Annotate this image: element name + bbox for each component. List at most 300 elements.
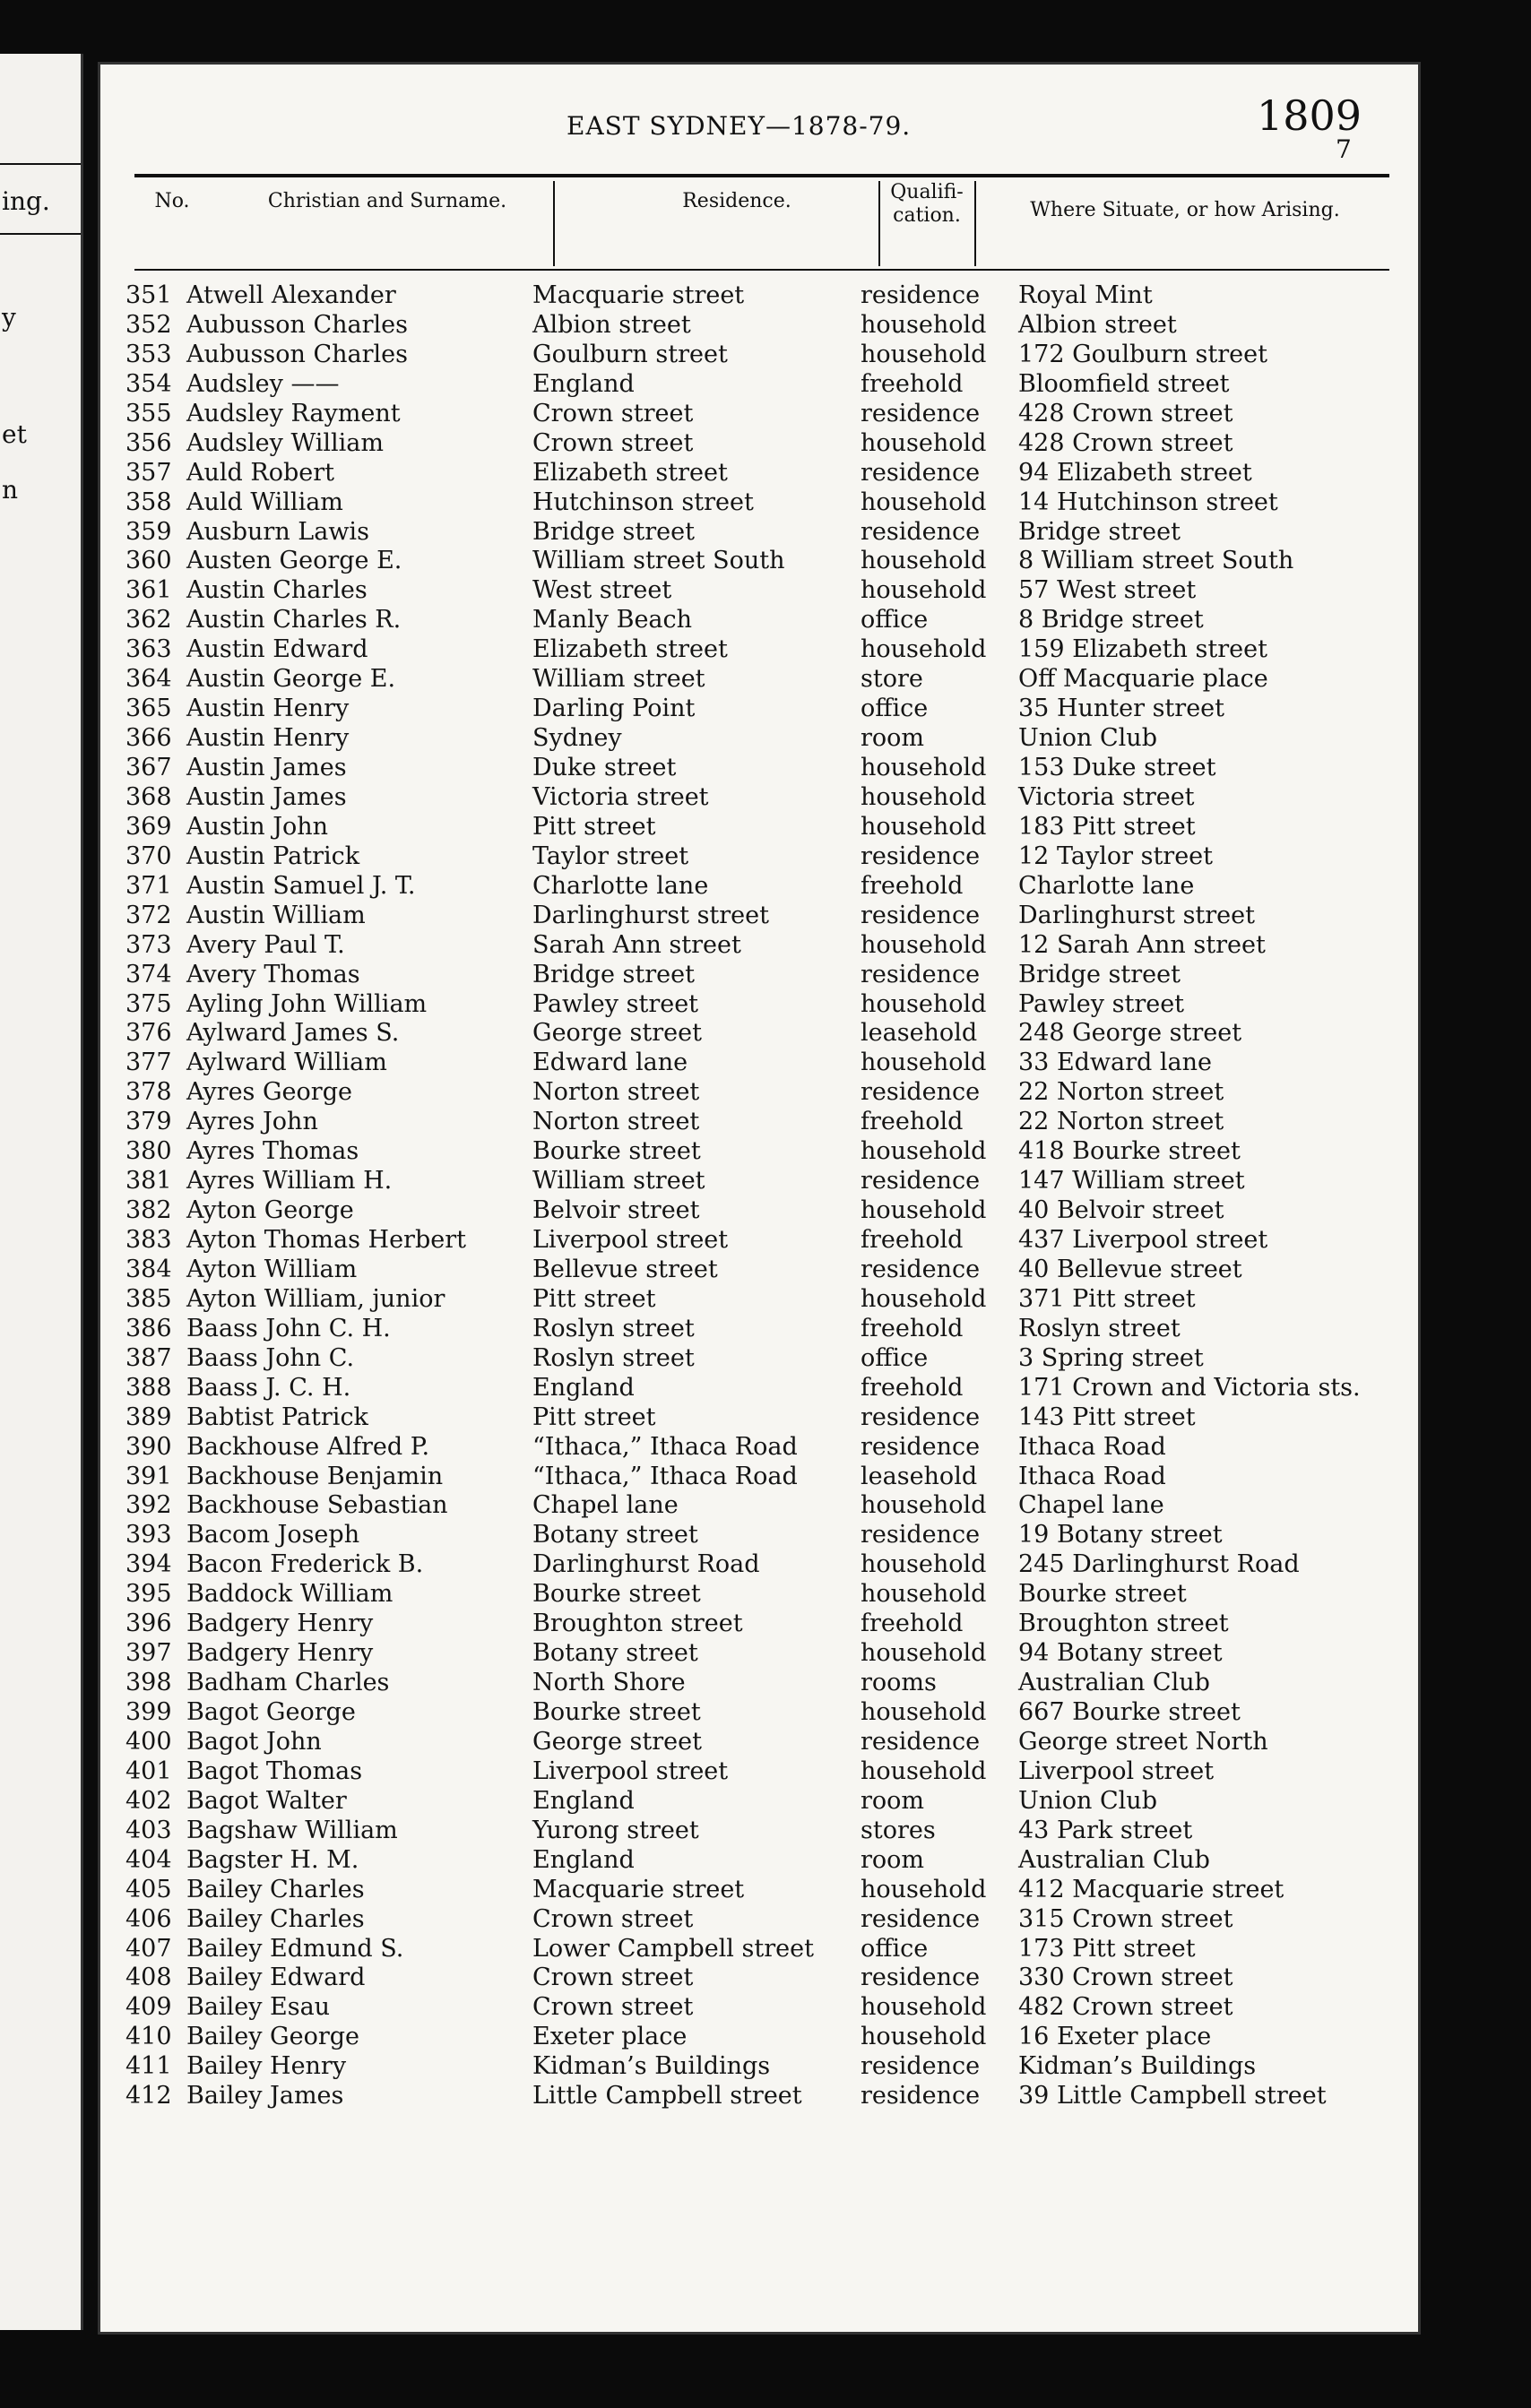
entry-qualification: freehold [861, 1108, 964, 1136]
entry-where-situate: 40 Belvoir street [1018, 1196, 1224, 1225]
entry-name: Austin Henry [186, 724, 350, 753]
entry-number: 412 [125, 2082, 172, 2110]
entry-number: 407 [125, 1934, 172, 1963]
register-row [100, 429, 1418, 459]
entry-number: 353 [125, 340, 172, 368]
entry-residence: Darlinghurst street [532, 901, 769, 929]
entry-name: Ayton William, junior [186, 1284, 445, 1313]
entry-qualification: office [861, 1343, 929, 1372]
entry-name: Avery Paul T. [186, 930, 345, 959]
entry-where-situate: 183 Pitt street [1018, 812, 1196, 841]
previous-page-fragment: ing. [2, 186, 50, 216]
entry-qualification: household [861, 2023, 987, 2051]
entry-name: Baddock William [186, 1580, 394, 1609]
entry-where-situate: 22 Norton street [1018, 1078, 1224, 1107]
register-row [100, 1521, 1418, 1550]
entry-number: 361 [125, 576, 172, 605]
entry-name: Bagshaw William [186, 1816, 398, 1844]
entry-qualification: rooms [861, 1669, 937, 1697]
register-row [100, 311, 1418, 341]
entry-name: Austin James [186, 782, 347, 811]
running-head: EAST SYDNEY—1878-79. [567, 111, 912, 141]
register-row [100, 1669, 1418, 1698]
entry-name: Backhouse Sebastian [186, 1491, 448, 1520]
entry-residence: Charlotte lane [532, 871, 709, 900]
entry-number: 397 [125, 1639, 172, 1668]
entry-where-situate: Bourke street [1018, 1580, 1187, 1609]
entry-residence: Crown street [532, 399, 694, 427]
entry-residence: England [532, 369, 635, 398]
entry-residence: Pawley street [532, 989, 699, 1018]
entry-name: Aylward James S. [186, 1019, 400, 1048]
entry-where-situate: 428 Crown street [1018, 399, 1233, 427]
entry-residence: Crown street [532, 1993, 694, 2022]
entry-name: Bagot John [186, 1727, 322, 1756]
entry-qualification: freehold [861, 1314, 964, 1342]
entry-qualification: office [861, 606, 929, 634]
entry-name: Backhouse Benjamin [186, 1462, 444, 1490]
entry-qualification: household [861, 547, 987, 575]
register-row [100, 547, 1418, 576]
entry-number: 391 [125, 1462, 172, 1490]
entry-where-situate: 153 Duke street [1018, 754, 1216, 781]
entry-name: Austin James [186, 754, 347, 781]
entry-residence: Darlinghurst Road [532, 1550, 760, 1579]
entry-qualification: residence [861, 1167, 981, 1195]
register-row [100, 872, 1418, 902]
entry-number: 405 [125, 1875, 172, 1903]
entry-name: Bacom Joseph [186, 1521, 360, 1549]
entry-qualification: household [861, 635, 987, 664]
entry-name: Bailey George [186, 2023, 359, 2051]
entry-qualification: residence [861, 1521, 981, 1549]
column-header-where: Where Situate, or how Arising. [1030, 199, 1340, 221]
previous-page-edge [0, 54, 83, 2330]
register-row [100, 1964, 1418, 1993]
entry-where-situate: 428 Crown street [1018, 428, 1233, 457]
entry-residence: Bourke street [532, 1698, 701, 1726]
entry-qualification: residence [861, 1255, 981, 1283]
entry-name: Baass John C. H. [186, 1314, 391, 1342]
entry-where-situate: 143 Pitt street [1018, 1403, 1196, 1431]
entry-where-situate: Bridge street [1018, 517, 1181, 546]
entry-name: Aylward William [186, 1049, 387, 1077]
entry-number: 379 [125, 1108, 172, 1136]
column-header-residence: Residence. [682, 190, 791, 212]
entry-residence: Bridge street [532, 517, 695, 546]
entry-where-situate: Liverpool street [1018, 1756, 1215, 1785]
entry-where-situate: 12 Sarah Ann street [1018, 930, 1266, 959]
entry-number: 406 [125, 1904, 172, 1933]
register-row [100, 842, 1418, 872]
entry-qualification: residence [861, 960, 981, 988]
register-row [100, 1137, 1418, 1167]
entry-residence: Botany street [532, 1639, 698, 1668]
entry-number: 351 [125, 281, 172, 309]
entry-number: 365 [125, 695, 172, 723]
register-row [100, 2082, 1418, 2111]
entry-residence: Crown street [532, 428, 694, 457]
entry-where-situate: Bridge street [1018, 960, 1181, 988]
entry-qualification: residence [861, 842, 981, 870]
entry-qualification: residence [861, 517, 981, 546]
entry-number: 390 [125, 1432, 172, 1461]
entry-where-situate: Victoria street [1018, 782, 1195, 811]
entry-number: 372 [125, 901, 172, 929]
entry-name: Austen George E. [186, 547, 402, 575]
entry-name: Austin George E. [186, 665, 396, 694]
entry-name: Badgery Henry [186, 1610, 374, 1638]
entry-qualification: freehold [861, 1373, 964, 1402]
register-row [100, 961, 1418, 990]
entry-where-situate: Off Macquarie place [1018, 665, 1268, 694]
entry-residence: Elizabeth street [532, 635, 728, 664]
entry-name: Austin Samuel J. T. [186, 871, 416, 900]
entry-number: 368 [125, 782, 172, 811]
register-row [100, 990, 1418, 1020]
entry-name: Aubusson Charles [186, 310, 409, 339]
entry-residence: Duke street [532, 754, 677, 781]
entry-qualification: residence [861, 281, 981, 309]
entry-number: 395 [125, 1580, 172, 1609]
entry-where-situate: 482 Crown street [1018, 1993, 1233, 2022]
entry-residence: England [532, 1786, 635, 1815]
register-row [100, 1196, 1418, 1226]
entry-name: Bailey Charles [186, 1875, 365, 1903]
entry-residence: Chapel lane [532, 1491, 679, 1520]
entry-residence: England [532, 1845, 635, 1874]
register-row [100, 1433, 1418, 1463]
entry-where-situate: 94 Elizabeth street [1018, 458, 1252, 487]
entry-qualification: household [861, 1196, 987, 1225]
entry-name: Ayton George [186, 1196, 354, 1225]
entry-number: 355 [125, 399, 172, 427]
register-row [100, 754, 1418, 783]
entry-where-situate: 35 Hunter street [1018, 695, 1225, 723]
entry-qualification: residence [861, 2082, 981, 2110]
register-row [100, 1846, 1418, 1876]
entry-qualification: room [861, 724, 925, 753]
entry-qualification: household [861, 1049, 987, 1077]
entry-where-situate: 94 Botany street [1018, 1639, 1223, 1668]
entry-residence: Macquarie street [532, 281, 745, 309]
entry-where-situate: Union Club [1018, 724, 1157, 753]
entry-residence: Edward lane [532, 1049, 688, 1077]
entry-where-situate: Roslyn street [1018, 1314, 1181, 1342]
entry-qualification: household [861, 1550, 987, 1579]
entry-where-situate: Chapel lane [1018, 1491, 1164, 1520]
entry-where-situate: 418 Bourke street [1018, 1137, 1241, 1166]
entry-where-situate: 16 Exeter place [1018, 2023, 1212, 2051]
page-sub-number: 7 [1336, 134, 1352, 164]
register-row [100, 1256, 1418, 1285]
entry-qualification: household [861, 310, 987, 339]
register-row [100, 1403, 1418, 1433]
entry-qualification: household [861, 754, 987, 781]
entry-qualification: residence [861, 1432, 981, 1461]
entry-name: Bagster H. M. [186, 1845, 359, 1874]
entry-residence: Macquarie street [532, 1875, 745, 1903]
entry-qualification: room [861, 1845, 925, 1874]
entry-name: Bagot George [186, 1698, 356, 1726]
entry-name: Aubusson Charles [186, 340, 409, 368]
entry-number: 354 [125, 369, 172, 398]
entry-where-situate: Albion street [1018, 310, 1177, 339]
entry-where-situate: 3 Spring street [1018, 1343, 1204, 1372]
entry-residence: “Ithaca,” Ithaca Road [532, 1432, 798, 1461]
entry-name: Bagot Walter [186, 1786, 347, 1815]
entry-name: Ayling John William [186, 989, 428, 1018]
entry-name: Audsley —— [186, 369, 340, 398]
entry-qualification: office [861, 1934, 929, 1963]
entry-qualification: residence [861, 1403, 981, 1431]
entry-number: 360 [125, 547, 172, 575]
column-header-no: No. [154, 190, 190, 212]
entry-number: 352 [125, 310, 172, 339]
entry-qualification: leasehold [861, 1019, 978, 1048]
header-rule-bottom [134, 269, 1389, 271]
entry-residence: England [532, 1373, 635, 1402]
entry-name: Ayton Thomas Herbert [186, 1226, 466, 1254]
register-row [100, 1610, 1418, 1639]
entry-where-situate: 248 George street [1018, 1019, 1242, 1048]
entry-where-situate: 173 Pitt street [1018, 1934, 1196, 1963]
entry-qualification: household [861, 1580, 987, 1609]
entry-name: Bailey Edward [186, 1964, 366, 1992]
register-row [100, 1757, 1418, 1787]
entry-qualification: household [861, 1491, 987, 1520]
entry-number: 383 [125, 1226, 172, 1254]
previous-page-fragment: n [2, 475, 19, 505]
entry-qualification: leasehold [861, 1462, 978, 1490]
entry-where-situate: Darlinghurst street [1018, 901, 1255, 929]
entry-name: Ayres George [186, 1078, 352, 1107]
entry-name: Ayres Thomas [186, 1137, 359, 1166]
entry-residence: Pitt street [532, 1403, 656, 1431]
entry-qualification: freehold [861, 871, 964, 900]
entry-number: 384 [125, 1255, 172, 1283]
entry-number: 376 [125, 1019, 172, 1048]
entry-residence: William street [532, 665, 705, 694]
entry-qualification: household [861, 1756, 987, 1785]
entry-number: 374 [125, 960, 172, 988]
entry-name: Ayres William H. [186, 1167, 393, 1195]
entry-number: 382 [125, 1196, 172, 1225]
entry-residence: Roslyn street [532, 1314, 695, 1342]
entry-number: 385 [125, 1284, 172, 1313]
entry-name: Austin Patrick [186, 842, 360, 870]
entry-where-situate: Bloomfield street [1018, 369, 1230, 398]
register-row [100, 2023, 1418, 2052]
entry-qualification: residence [861, 1078, 981, 1107]
entry-qualification: household [861, 1137, 987, 1166]
register-row [100, 459, 1418, 488]
entry-residence: Bellevue street [532, 1255, 718, 1283]
register-row [100, 1491, 1418, 1521]
entry-name: Bailey Edmund S. [186, 1934, 404, 1963]
register-entries [100, 281, 1418, 2111]
entry-qualification: residence [861, 458, 981, 487]
entry-name: Bailey Charles [186, 1904, 365, 1933]
entry-number: 398 [125, 1669, 172, 1697]
entry-name: Auld William [186, 488, 343, 516]
entry-where-situate: Charlotte lane [1018, 871, 1195, 900]
entry-where-situate: 12 Taylor street [1018, 842, 1214, 870]
entry-where-situate: Union Club [1018, 1786, 1157, 1815]
entry-residence: Crown street [532, 1964, 694, 1992]
entry-number: 357 [125, 458, 172, 487]
entry-where-situate: 330 Crown street [1018, 1964, 1233, 1992]
register-row [100, 1550, 1418, 1580]
entry-where-situate: Ithaca Road [1018, 1462, 1166, 1490]
entry-where-situate: 14 Hutchinson street [1018, 488, 1278, 516]
entry-residence: Belvoir street [532, 1196, 700, 1225]
header-rule-top [134, 174, 1389, 177]
entry-number: 387 [125, 1343, 172, 1372]
entry-where-situate: 22 Norton street [1018, 1108, 1224, 1136]
register-row [100, 1078, 1418, 1108]
entry-where-situate: 245 Darlinghurst Road [1018, 1550, 1300, 1579]
entry-number: 377 [125, 1049, 172, 1077]
entry-residence: Liverpool street [532, 1226, 729, 1254]
entry-name: Backhouse Alfred P. [186, 1432, 430, 1461]
entry-qualification: residence [861, 1727, 981, 1756]
register-row [100, 488, 1418, 518]
register-row [100, 1639, 1418, 1669]
register-row [100, 783, 1418, 813]
entry-name: Bailey James [186, 2082, 344, 2110]
register-row [100, 576, 1418, 606]
register-row [100, 1226, 1418, 1256]
entry-residence: “Ithaca,” Ithaca Road [532, 1462, 798, 1490]
entry-qualification: freehold [861, 1610, 964, 1638]
entry-qualification: residence [861, 901, 981, 929]
register-row [100, 341, 1418, 370]
entry-residence: North Shore [532, 1669, 686, 1697]
register-row [100, 1049, 1418, 1078]
entry-name: Austin Charles [186, 576, 368, 605]
register-row [100, 1108, 1418, 1137]
entry-residence: Goulburn street [532, 340, 728, 368]
entry-qualification: residence [861, 1904, 981, 1933]
entry-name: Baass J. C. H. [186, 1373, 351, 1402]
entry-name: Avery Thomas [186, 960, 360, 988]
entry-where-situate: 39 Little Campbell street [1018, 2082, 1327, 2110]
entry-name: Austin Henry [186, 695, 350, 723]
entry-number: 358 [125, 488, 172, 516]
register-row [100, 1374, 1418, 1403]
entry-where-situate: 437 Liverpool street [1018, 1226, 1268, 1254]
register-row [100, 1463, 1418, 1492]
entry-where-situate: 667 Bourke street [1018, 1698, 1241, 1726]
register-page [100, 65, 1418, 2332]
register-row [100, 400, 1418, 429]
entry-where-situate: 412 Macquarie street [1018, 1875, 1284, 1903]
entry-number: 399 [125, 1698, 172, 1726]
entry-qualification: household [861, 1993, 987, 2022]
entry-number: 378 [125, 1078, 172, 1107]
entry-where-situate: 159 Elizabeth street [1018, 635, 1267, 664]
entry-name: Auld Robert [186, 458, 334, 487]
register-row [100, 1580, 1418, 1610]
entry-qualification: household [861, 930, 987, 959]
entry-where-situate: Royal Mint [1018, 281, 1153, 309]
entry-number: 367 [125, 754, 172, 781]
entry-residence: William street South [532, 547, 785, 575]
entry-qualification: household [861, 1875, 987, 1903]
register-row [100, 1817, 1418, 1846]
previous-page-rule [0, 163, 81, 165]
entry-qualification: stores [861, 1816, 936, 1844]
column-divider [553, 181, 555, 266]
entry-name: Audsley William [186, 428, 384, 457]
entry-where-situate: 171 Crown and Victoria sts. [1018, 1373, 1361, 1402]
entry-qualification: residence [861, 1964, 981, 1992]
entry-number: 356 [125, 428, 172, 457]
entry-residence: Hutchinson street [532, 488, 754, 516]
entry-where-situate: George street North [1018, 1727, 1268, 1756]
entry-where-situate: Australian Club [1018, 1669, 1210, 1697]
entry-where-situate: 40 Bellevue street [1018, 1255, 1242, 1283]
entry-qualification: room [861, 1786, 925, 1815]
entry-where-situate: 33 Edward lane [1018, 1049, 1213, 1077]
register-row [100, 1876, 1418, 1905]
entry-where-situate: Kidman’s Buildings [1018, 2052, 1257, 2081]
entry-residence: Roslyn street [532, 1343, 695, 1372]
entry-number: 386 [125, 1314, 172, 1342]
entry-number: 381 [125, 1167, 172, 1195]
entry-residence: Bridge street [532, 960, 695, 988]
register-row [100, 931, 1418, 961]
entry-qualification: household [861, 812, 987, 841]
entry-number: 401 [125, 1756, 172, 1785]
register-row [100, 2052, 1418, 2082]
previous-page-fragment: et [2, 419, 27, 449]
entry-number: 388 [125, 1373, 172, 1402]
entry-number: 363 [125, 635, 172, 664]
entry-residence: West street [532, 576, 672, 605]
entry-number: 408 [125, 1964, 172, 1992]
column-divider [974, 181, 976, 266]
column-header-qualification: Qualifi- cation. [890, 181, 964, 227]
entry-name: Austin William [186, 901, 366, 929]
entry-name: Babtist Patrick [186, 1403, 368, 1431]
entry-residence: Manly Beach [532, 606, 693, 634]
register-row [100, 1344, 1418, 1374]
entry-residence: Victoria street [532, 782, 709, 811]
previous-page-rule [0, 233, 81, 235]
entry-name: Austin Charles R. [186, 606, 402, 634]
entry-where-situate: Ithaca Road [1018, 1432, 1166, 1461]
register-row [100, 1905, 1418, 1935]
column-header-name: Christian and Surname. [267, 190, 507, 212]
entry-residence: Albion street [532, 310, 691, 339]
entry-number: 375 [125, 989, 172, 1018]
entry-name: Badham Charles [186, 1669, 390, 1697]
entry-qualification: freehold [861, 369, 964, 398]
entry-name: Austin John [186, 812, 329, 841]
entry-residence: Bourke street [532, 1137, 701, 1166]
entry-qualification: household [861, 1284, 987, 1313]
register-row [100, 1285, 1418, 1315]
entry-residence: Broughton street [532, 1610, 743, 1638]
register-row [100, 902, 1418, 931]
entry-name: Ausburn Lawis [186, 517, 369, 546]
entry-qualification: household [861, 989, 987, 1018]
entry-residence: Crown street [532, 1904, 694, 1933]
entry-number: 371 [125, 871, 172, 900]
entry-residence: Elizabeth street [532, 458, 728, 487]
